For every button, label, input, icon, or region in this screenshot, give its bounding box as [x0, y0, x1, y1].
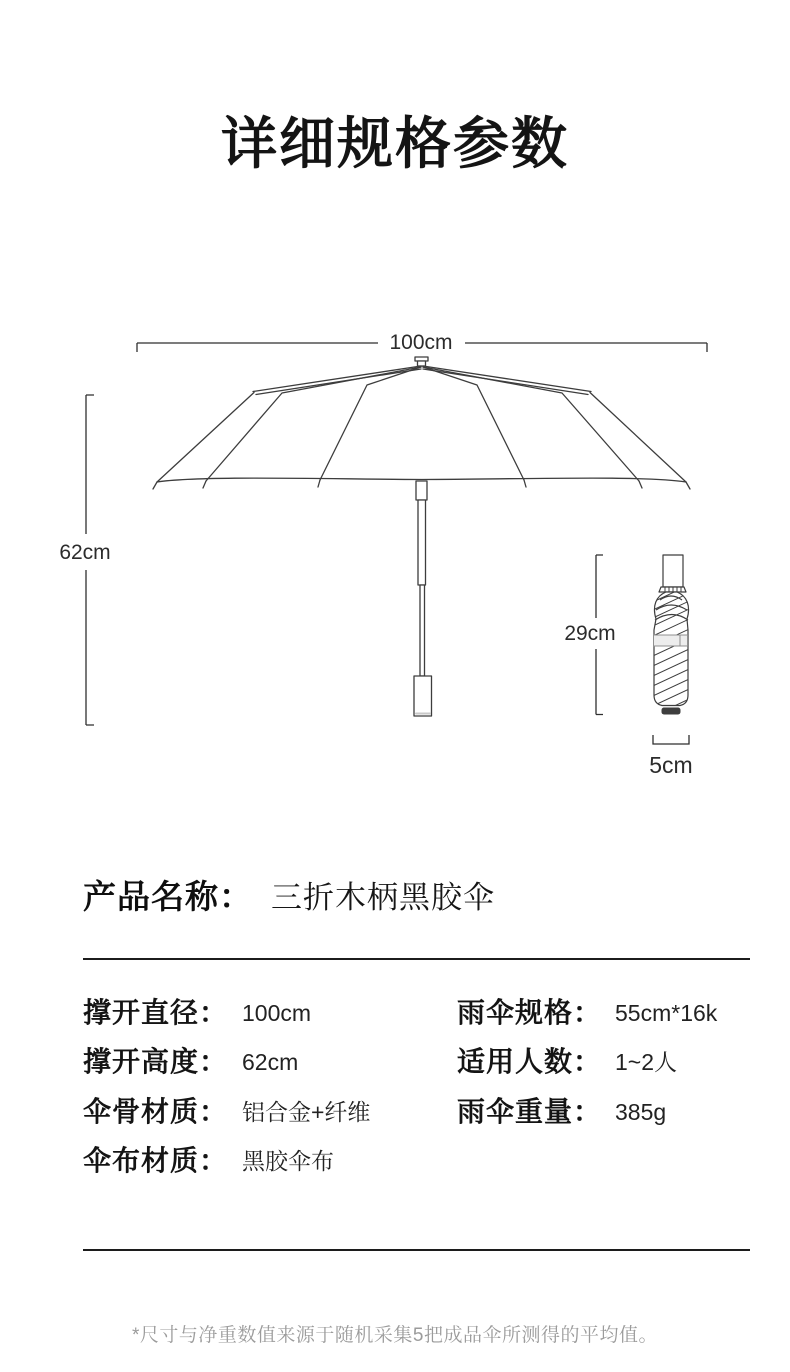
spec-value-rib-material: 铝合金+纤维: [242, 1099, 371, 1125]
open-height-label: 62cm: [59, 541, 111, 564]
spec-row: [83, 995, 750, 1031]
measurement-footnote: *尺寸与净重数值来源于随机采集5把成品伞所测得的平均值。: [132, 1325, 658, 1346]
spec-value-fabric-material: 黑胶伞布: [242, 1148, 334, 1174]
umbrella-diagram: [0, 330, 790, 800]
product-name-row: [83, 878, 750, 916]
spec-value-open-height: 62cm: [242, 1049, 299, 1075]
spec-row: [83, 1094, 750, 1130]
spec-value-people-count: 1~2人: [615, 1049, 678, 1075]
spec-value-weight: 385g: [615, 1099, 667, 1125]
spec-row: [83, 1143, 750, 1179]
spec-label-people-count: 适用人数：: [457, 1046, 603, 1077]
spec-label-rib-material: 伞骨材质：: [83, 1096, 229, 1127]
divider-top: [83, 958, 750, 960]
spec-label-open-height: 撑开高度：: [83, 1046, 229, 1077]
open-umbrella-drawing: [153, 357, 690, 716]
folded-height-label: 29cm: [564, 622, 616, 645]
divider-bottom: [83, 1249, 750, 1251]
folded-width-dimension: [653, 735, 689, 744]
open-width-label: 100cm: [389, 331, 453, 354]
spec-label-open-diameter: 撑开直径：: [83, 997, 229, 1028]
product-name-value: 三折木柄黑胶伞: [271, 880, 495, 915]
spec-label-fabric-material: 伞布材质：: [83, 1145, 229, 1176]
spec-value-open-diameter: 100cm: [242, 1000, 312, 1026]
page-title: 详细规格参数: [221, 112, 569, 175]
product-name-label: 产品名称：: [83, 878, 253, 915]
spec-label-weight: 雨伞重量：: [457, 1096, 603, 1127]
spec-label-umbrella-size: 雨伞规格：: [457, 997, 603, 1028]
folded-umbrella-drawing: [640, 555, 700, 732]
folded-width-label: 5cm: [649, 752, 693, 778]
spec-value-umbrella-size: 55cm*16k: [615, 1000, 718, 1026]
spec-row: [83, 1044, 750, 1080]
